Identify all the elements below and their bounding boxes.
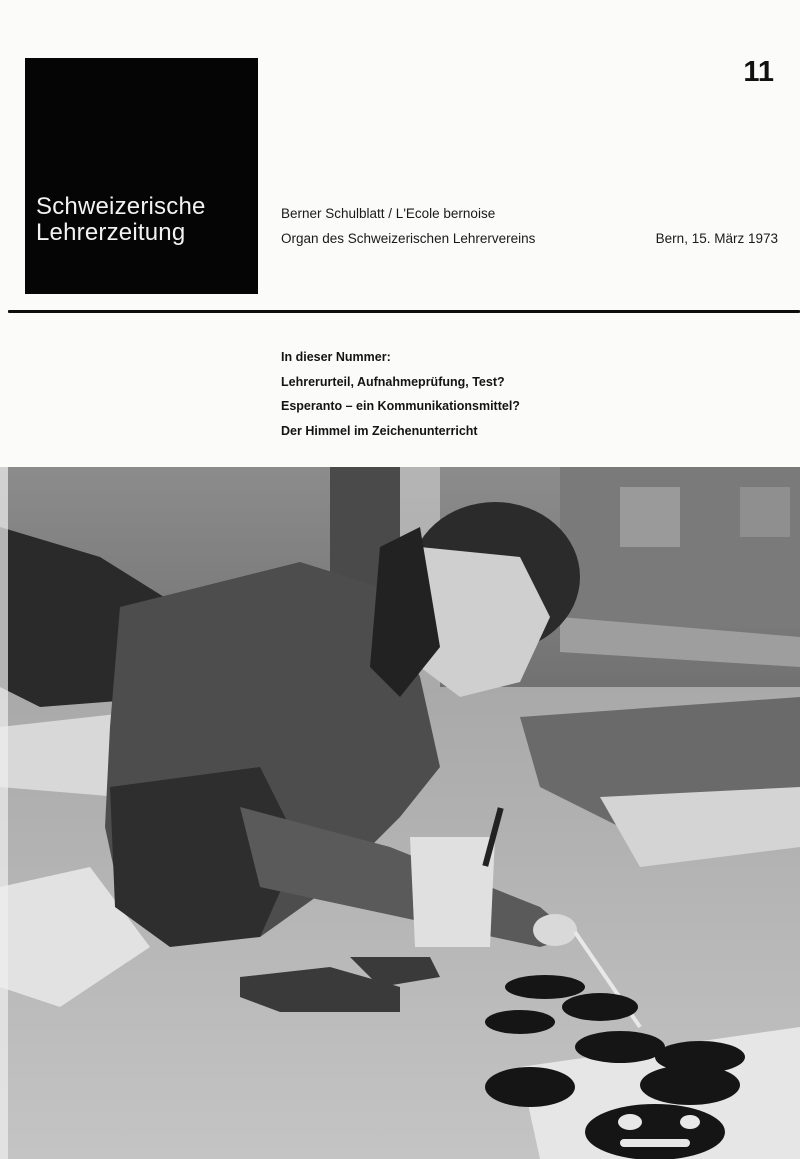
title-line-2: Lehrerzeitung — [36, 219, 186, 246]
organ-line: Organ des Schweizerischen Lehrervereins — [281, 231, 536, 246]
contents-item: Der Himmel im Zeichenunterricht — [281, 423, 478, 438]
contents-heading: In dieser Nummer: — [281, 350, 391, 364]
title-line-1: Schweizerische — [36, 193, 206, 220]
magazine-title — [36, 194, 206, 246]
subtitle: Berner Schulblatt / L'Ecole bernoise — [281, 206, 496, 221]
contents-item: Lehrerurteil, Aufnahmeprüfung, Test? — [281, 374, 505, 389]
table-of-contents — [281, 345, 520, 443]
cover-photo — [0, 467, 800, 1159]
horizontal-divider — [8, 310, 800, 313]
masthead-block — [25, 58, 258, 294]
issue-number: 11 — [743, 56, 774, 88]
cover-photo-illustration — [0, 467, 800, 1159]
contents-item: Esperanto – ein Kommunikationsmittel? — [281, 399, 520, 413]
issue-date: Bern, 15. März 1973 — [655, 231, 778, 246]
